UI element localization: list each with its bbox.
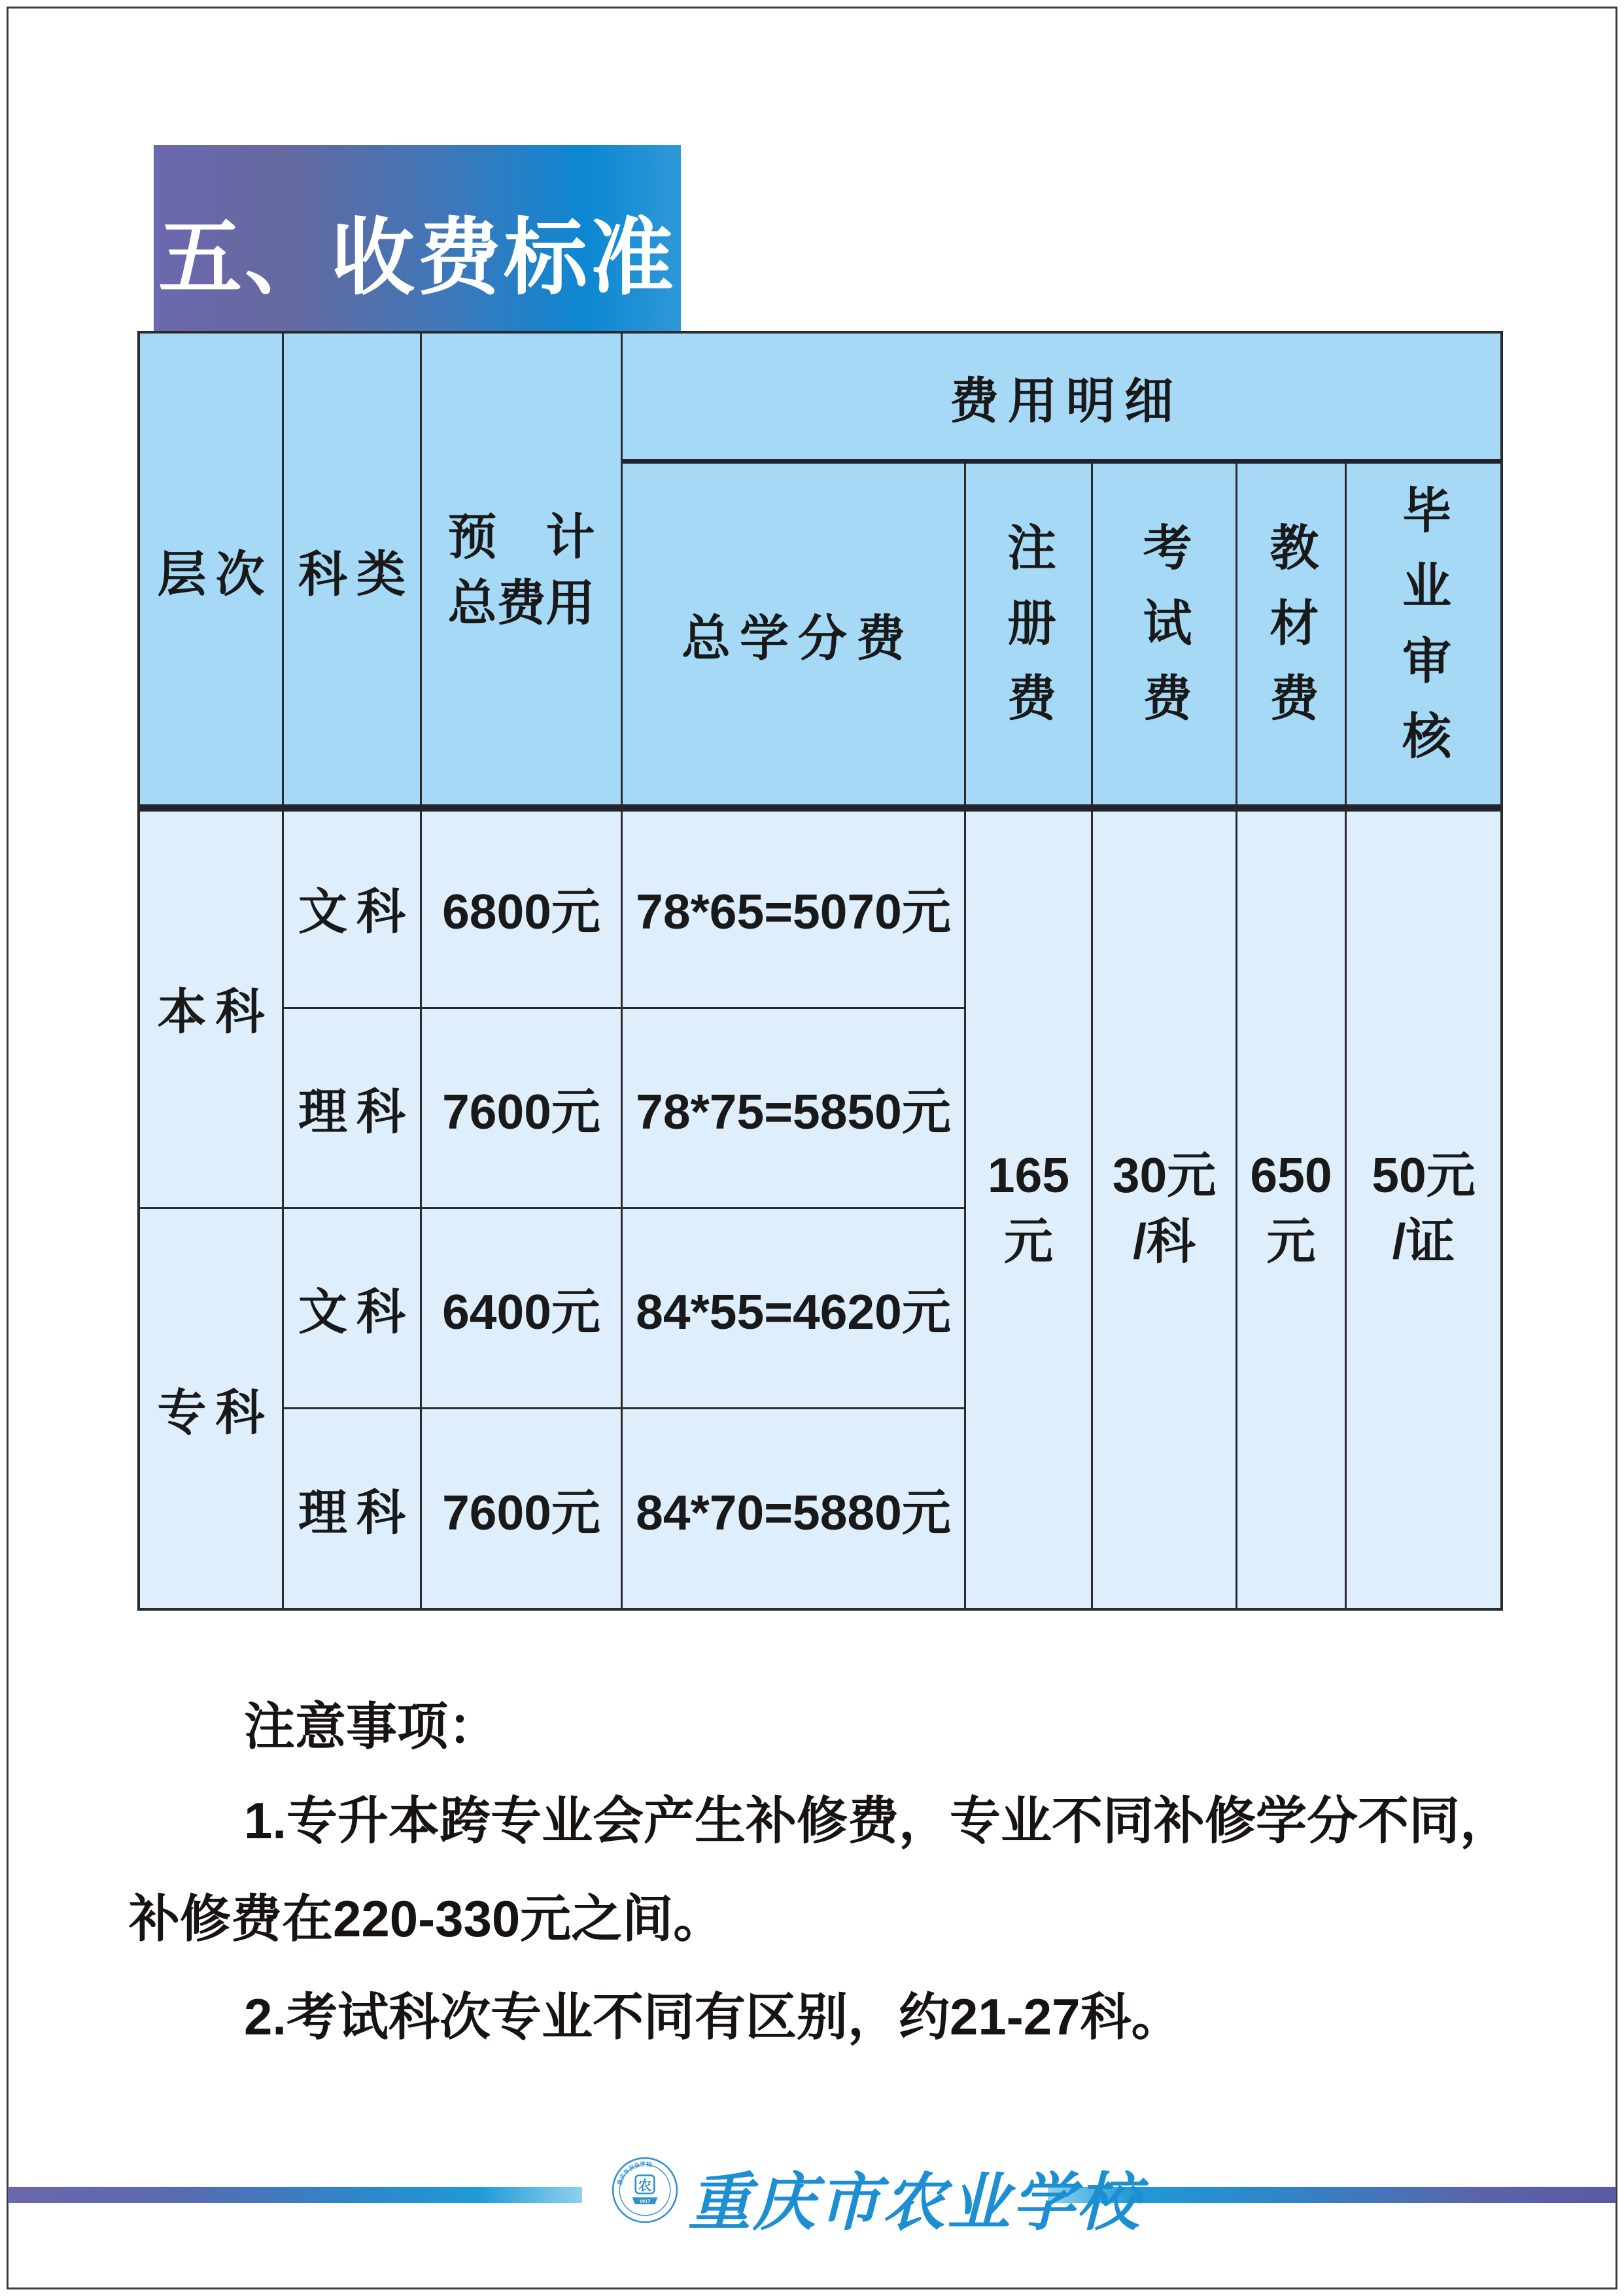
row1-estimated-total: 6800元 [422, 809, 621, 1007]
header-separator-line [140, 804, 1500, 812]
row3-estimated-total: 6400元 [422, 1209, 621, 1407]
shared-graduation-fee [1347, 809, 1500, 1608]
note-line-2: 补修费在220-330元之间。 [129, 1890, 725, 1947]
emblem-center-glyph: 农 [638, 2179, 652, 2193]
row3-credit-fee: 84*55=4620元 [623, 1209, 964, 1407]
row2-category: 理科 [284, 1009, 420, 1207]
footer-bar-left [8, 2187, 582, 2203]
exam-fee-line2: /科 [1133, 1214, 1196, 1269]
emblem-year: 1917 [639, 2198, 651, 2204]
section-title: 五、收费标准 [158, 211, 676, 305]
estimated-total-line1: 预 计 [447, 509, 595, 564]
header-cell-textbook-fee: 教材费 [1237, 462, 1345, 807]
note-line-1: 1.专升本跨专业会产生补修费，专业不同补修学分不同， [244, 1792, 1512, 1849]
registration-fee-line2: 元 [1003, 1214, 1053, 1269]
row1-credit-fee: 78*65=5070元 [623, 809, 964, 1007]
level-cell-undergraduate: 本科 [140, 809, 282, 1207]
header-cell-level: 层次 [140, 334, 282, 807]
exam-fee-line1: 30元 [1112, 1147, 1217, 1203]
fee-detail-separator-line [623, 459, 1500, 464]
row4-category: 理科 [284, 1409, 420, 1608]
registration-fee-line1: 165 [987, 1147, 1070, 1203]
level-cell-college: 专科 [140, 1209, 282, 1608]
row2-estimated-total: 7600元 [422, 1009, 621, 1207]
section-title-banner [154, 145, 681, 356]
row2-credit-fee: 78*75=5850元 [623, 1009, 964, 1207]
header-cell-exam-fee: 考试费 [1093, 462, 1235, 807]
shared-exam-fee [1093, 809, 1235, 1608]
shared-textbook-fee [1237, 809, 1345, 1608]
graduation-fee-line2: /证 [1392, 1214, 1455, 1269]
graduation-fee-line1: 50元 [1372, 1147, 1476, 1203]
notes-heading: 注意事项： [244, 1698, 500, 1755]
fee-table [137, 331, 1503, 1611]
header-cell-fee-detail: 费用明细 [623, 334, 1500, 460]
textbook-fee-line2: 元 [1266, 1214, 1316, 1269]
header-cell-registration-fee: 注册费 [966, 462, 1091, 807]
shared-registration-fee [966, 809, 1091, 1608]
row4-estimated-total: 7600元 [422, 1409, 621, 1608]
header-cell-category: 科类 [284, 334, 420, 807]
textbook-fee-line1: 650 [1250, 1147, 1332, 1203]
row3-category: 文科 [284, 1209, 420, 1407]
header-cell-graduation-review: 毕业审核 [1347, 462, 1500, 807]
note-line-3: 2.考试科次专业不同有区别，约21-27科。 [244, 1988, 1183, 2046]
emblem-arc-text: 重庆市农业学校 [616, 2161, 653, 2186]
school-emblem [612, 2157, 678, 2223]
header-cell-estimated-total [422, 334, 621, 807]
row1-category: 文科 [284, 809, 420, 1007]
row4-credit-fee: 84*70=5880元 [623, 1409, 964, 1608]
school-name: 重庆市农业学校 [688, 2168, 1141, 2238]
estimated-total-line2: 总费用 [447, 575, 595, 630]
header-cell-credit-fee: 总学分费 [623, 462, 964, 807]
